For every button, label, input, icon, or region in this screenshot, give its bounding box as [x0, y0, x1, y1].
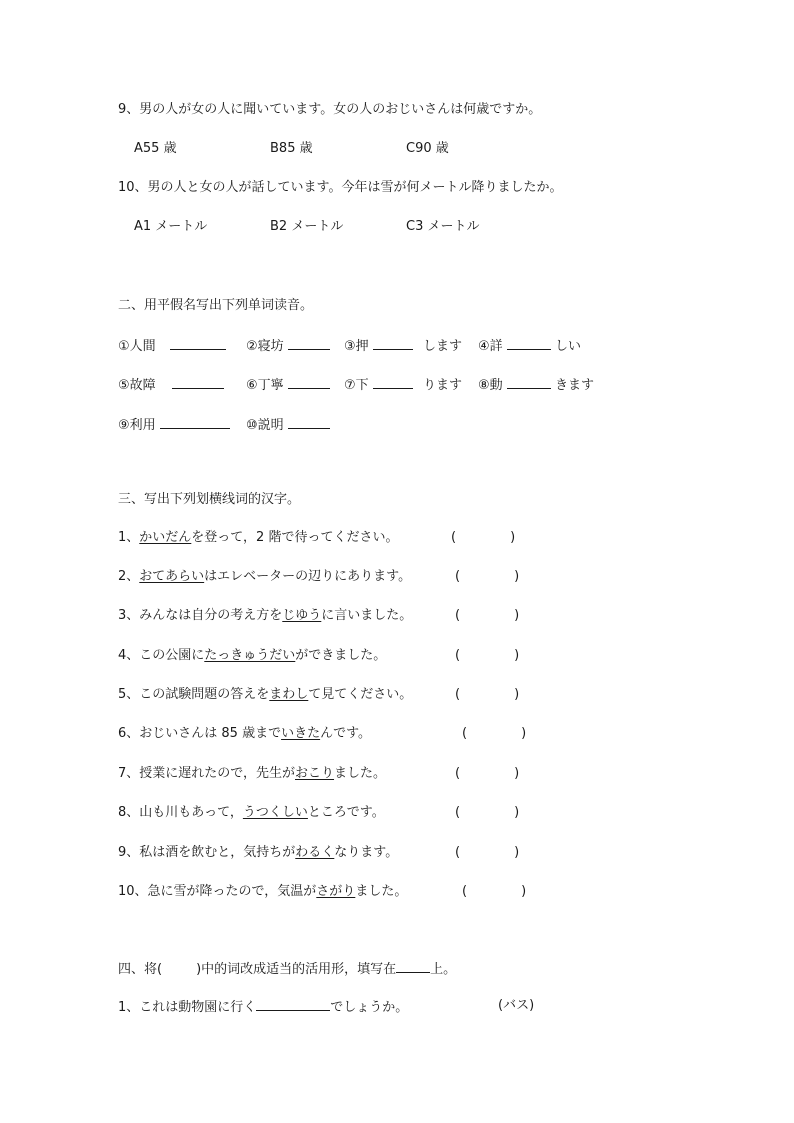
reading-item-4: [478, 337, 581, 355]
conjugation-hint: (バス): [498, 998, 535, 1013]
reading-item-1: [118, 337, 226, 355]
kanji-item-prefix: 10、急に雪が降ったので，気温が: [118, 884, 317, 899]
answer-parens[interactable]: ( ): [462, 726, 527, 741]
answer-parens[interactable]: ( ): [455, 766, 520, 781]
answer-blank[interactable]: [373, 337, 413, 350]
answer-blank[interactable]: [507, 376, 551, 389]
reading-item-label: ②寝坊: [246, 339, 284, 354]
reading-item-suffix: ります: [422, 378, 462, 393]
kanji-item-rest: はエレベーターの辺りにあります。: [204, 569, 412, 584]
reading-item-label: ④詳: [478, 339, 503, 354]
answer-blank[interactable]: [160, 416, 230, 429]
kanji-item-prefix: 6、おじいさんは 85 歳まで: [118, 726, 282, 741]
section-4-title: [118, 960, 456, 978]
reading-item-2: [246, 337, 330, 355]
answer-parens[interactable]: ( ): [455, 845, 520, 860]
kanji-item-rest: を登って，2 階で待ってください。: [191, 530, 399, 545]
reading-item-label: ⑨利用: [118, 418, 156, 433]
answer-blank[interactable]: [170, 337, 226, 350]
kanji-item-prefix: 4、この公園に: [118, 648, 205, 663]
section-4-title-end: 上。: [430, 962, 457, 977]
underlined-word: おてあらい: [139, 569, 205, 584]
answer-parens[interactable]: ( ): [455, 569, 520, 584]
section-3-title: 三、写出下列划横线词的汉字。: [118, 492, 301, 507]
reading-item-3: [344, 337, 462, 355]
answer-parens[interactable]: ( ): [455, 608, 520, 623]
answer-blank[interactable]: [256, 998, 330, 1011]
section-4-title-middle: )中的词改成适当的活用形，填写在: [196, 962, 397, 977]
underlined-word: おこり: [295, 766, 335, 781]
underlined-word: たっきゅうだい: [204, 648, 296, 663]
kanji-item-4: [118, 648, 386, 664]
reading-item-suffix: します: [422, 339, 462, 354]
q10-option-c[interactable]: C3 メートル: [406, 219, 480, 234]
reading-item-label: ③押: [344, 339, 369, 354]
kanji-item-rest: なります。: [334, 845, 399, 860]
q9-option-c[interactable]: C90 歳: [406, 141, 449, 156]
section-4-title-start: 四、将(: [118, 962, 163, 977]
question-9: 9、男の人が女の人に聞いています。女の人のおじいさんは何歳ですか。: [118, 102, 542, 117]
answer-parens[interactable]: ( ): [455, 805, 520, 820]
reading-item-label: ⑧動: [478, 378, 503, 393]
reading-item-suffix: しい: [554, 339, 581, 354]
reading-item-6: [246, 376, 330, 394]
reading-item-label: ⑤故障: [118, 378, 156, 393]
answer-blank[interactable]: [288, 416, 330, 429]
reading-item-suffix: きます: [554, 378, 594, 393]
kanji-item-prefix: 2、: [118, 569, 140, 584]
kanji-item-rest: んです。: [320, 726, 372, 741]
kanji-item-prefix: 5、この試験問題の答えを: [118, 687, 270, 702]
title-blank: [396, 960, 430, 973]
kanji-item-rest: ました。: [334, 766, 387, 781]
kanji-item-2: [118, 569, 411, 585]
q10-option-a[interactable]: A1 メートル: [134, 219, 208, 234]
kanji-item-10: [118, 884, 407, 900]
kanji-item-7: [118, 766, 386, 782]
kanji-item-9: [118, 845, 398, 861]
kanji-item-8: [118, 805, 385, 821]
conjugation-item-prefix: 1、これは動物園に行く: [118, 1000, 257, 1015]
reading-item-label: ⑩説明: [246, 418, 284, 433]
reading-item-label: ⑥丁寧: [246, 378, 284, 393]
conjugation-item-rest: でしょうか。: [330, 1000, 409, 1015]
kanji-item-prefix: 1、: [118, 530, 140, 545]
reading-item-9: [118, 416, 230, 434]
underlined-word: うつくしい: [242, 805, 308, 820]
kanji-item-rest: ました。: [355, 884, 408, 899]
kanji-item-1: [118, 530, 398, 546]
kanji-item-5: [118, 687, 412, 703]
answer-blank[interactable]: [172, 376, 224, 389]
kanji-item-prefix: 7、授業に遅れたので，先生が: [118, 766, 296, 781]
kanji-item-prefix: 3、みんなは自分の考え方を: [118, 608, 283, 623]
answer-blank[interactable]: [288, 337, 330, 350]
answer-blank[interactable]: [373, 376, 413, 389]
reading-item-8: [478, 376, 594, 394]
underlined-word: さがり: [316, 884, 356, 899]
kanji-item-rest: ができました。: [295, 648, 387, 663]
answer-parens[interactable]: ( ): [451, 530, 516, 545]
kanji-item-rest: ところです。: [307, 805, 385, 820]
reading-item-7: [344, 376, 462, 394]
kanji-item-prefix: 8、山も川もあって，: [118, 805, 243, 820]
reading-item-label: ⑦下: [344, 378, 369, 393]
question-10: 10、男の人と女の人が話しています。今年は雪が何メートル降りましたか。: [118, 180, 563, 195]
answer-parens[interactable]: ( ): [462, 884, 527, 899]
underlined-word: かいだん: [139, 530, 192, 545]
underlined-word: じゆう: [282, 608, 322, 623]
reading-item-5: [118, 376, 224, 394]
kanji-item-3: [118, 608, 412, 624]
reading-item-10: [246, 416, 330, 434]
underlined-word: わるく: [295, 845, 335, 860]
underlined-word: いきた: [281, 726, 321, 741]
answer-blank[interactable]: [507, 337, 551, 350]
q9-option-b[interactable]: B85 歳: [270, 141, 313, 156]
q9-option-a[interactable]: A55 歳: [134, 141, 177, 156]
kanji-item-rest: に言いました。: [321, 608, 413, 623]
answer-parens[interactable]: ( ): [455, 687, 520, 702]
section-2-title: 二、用平假名写出下列单词读音。: [118, 298, 314, 313]
underlined-word: まわし: [269, 687, 309, 702]
q10-option-b[interactable]: B2 メートル: [270, 219, 344, 234]
conjugation-item-1: [118, 998, 408, 1016]
kanji-item-6: [118, 726, 371, 742]
answer-blank[interactable]: [288, 376, 330, 389]
kanji-item-prefix: 9、私は酒を飲むと，気持ちが: [118, 845, 296, 860]
kanji-item-rest: て見てください。: [308, 687, 413, 702]
reading-item-label: ①人間: [118, 339, 156, 354]
answer-parens[interactable]: ( ): [455, 648, 520, 663]
